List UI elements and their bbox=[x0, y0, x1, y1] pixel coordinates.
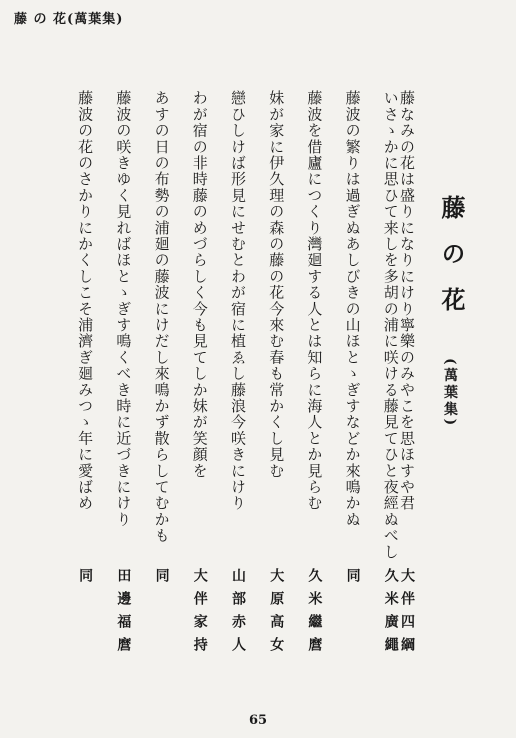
poem-author: 大原高女 bbox=[268, 568, 285, 660]
poem-text: 妹が家に伊久理の森の藤の花今來む春も常かくし見む bbox=[267, 90, 286, 479]
poem-author: 久米繼麿 bbox=[306, 568, 323, 660]
page-number: 65 bbox=[248, 713, 268, 728]
poem-text: いさゝかに思ひて来しを多胡の浦に咲ける藤見てひと夜經ぬべし bbox=[381, 90, 400, 560]
poem bbox=[267, 90, 287, 660]
poem-text: 戀ひしけば形見にせむとわが宿に植ゑし藤浪今咲きにけり bbox=[228, 90, 247, 512]
poem-author: 山部赤人 bbox=[229, 568, 246, 660]
poem-text: 藤なみの花は盛りになりにけり寧樂のみやこを思ほすや君 bbox=[398, 90, 416, 512]
running-header: 藤 の 花(萬葉集) bbox=[14, 12, 124, 27]
poem-author: 大伴家持 bbox=[191, 568, 208, 660]
poem bbox=[76, 90, 96, 660]
poem-text: 藤波の花のさかりにかくしこそ浦濟ぎ廻みつゝ年に愛ばめ bbox=[76, 90, 95, 512]
poem-author: 同 bbox=[344, 568, 361, 591]
poem-text: 藤波の咲きゆく見ればほとゝぎす鳴くべき時に近づきにけり bbox=[114, 90, 133, 528]
poem-author: 大伴四綱 bbox=[399, 568, 415, 660]
poem bbox=[114, 90, 134, 660]
poem-text: 藤波の繁りは過ぎぬあしびきの山ほとゝぎすなどか來鳴かぬ bbox=[343, 90, 362, 528]
poem bbox=[228, 90, 249, 660]
poem bbox=[190, 90, 211, 660]
poem-text: 藤波を借廬につくり灣廻する人とは知らに海人とか見らむ bbox=[305, 90, 324, 512]
page-title: 藤の花 bbox=[437, 195, 466, 333]
poem-text: わが宿の非時藤のめづらしく今も見てしか妹が笑顔を bbox=[190, 90, 209, 479]
poem-author: 久米廣繩 bbox=[382, 568, 399, 660]
poem bbox=[343, 90, 363, 660]
poem bbox=[152, 90, 172, 660]
poem-author: 同 bbox=[77, 568, 94, 591]
poem-author: 同 bbox=[153, 568, 170, 591]
poem bbox=[381, 90, 402, 660]
poem-list bbox=[58, 90, 418, 660]
page-subtitle: (萬葉集) bbox=[442, 358, 458, 429]
poem bbox=[305, 90, 325, 660]
poem-author: 田邊福麿 bbox=[115, 568, 132, 660]
poem-text: あすの日の布勢の浦廻の藤波にけだし來鳴かず散らしてむかも bbox=[152, 90, 171, 544]
poem bbox=[398, 90, 418, 660]
